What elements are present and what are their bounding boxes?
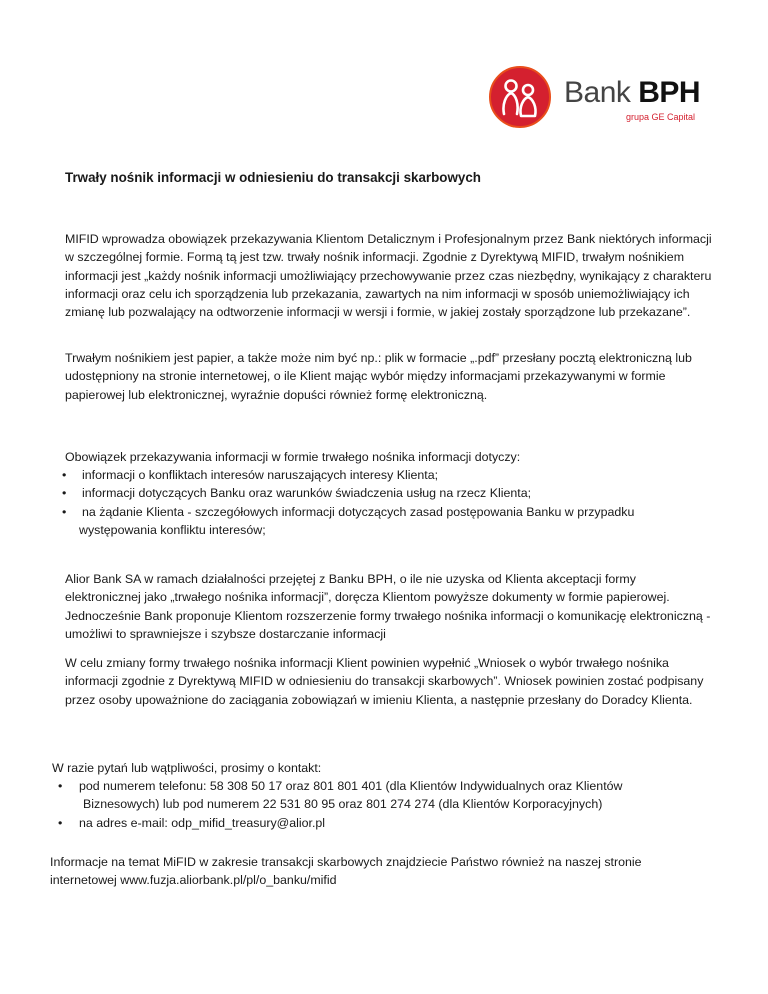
list-item-continuation (55, 521, 735, 539)
list-item (55, 466, 735, 484)
list-item (55, 503, 735, 521)
list-item (55, 484, 735, 502)
bullet-icon: • (62, 468, 67, 482)
paragraph-contact-intro: W razie pytań lub wątpliwości, prosimy o kontakt: (52, 761, 322, 775)
list-item-text: informacji dotyczących Banku oraz warunków świadczenia usług na rzecz Klienta; (82, 486, 532, 501)
document-title: Trwały nośnik informacji w odniesieniu do transakcji skarbowych (65, 170, 481, 185)
bullet-icon: • (58, 779, 63, 793)
list-item-continuation (52, 795, 742, 813)
bank-bph-logo-icon (486, 62, 562, 132)
list-item (52, 814, 742, 832)
list-item-text: Biznesowych) lub pod numerem 22 531 80 95 oraz 801 274 274 (dla Klientów Korporacyjnych) (83, 797, 603, 812)
contact-list (52, 777, 742, 832)
bullet-icon: • (58, 815, 63, 830)
list-item-text: występowania konfliktu interesów; (79, 522, 266, 537)
email-address-text: na adres e-mail: odp_mifid_treasury@alior.pl (79, 815, 326, 830)
logo-wordmark (564, 76, 700, 110)
bullet-icon: • (62, 486, 67, 501)
logo-tagline: grupa GE Capital (626, 112, 696, 122)
list-item (52, 777, 742, 795)
bank-bph-logo (486, 62, 716, 132)
paragraph-obligations-intro: Obowiązek przekazywania informacji w formie trwałego nośnika informacji dotyczy: (65, 450, 521, 464)
logo-name-light: Bank (564, 76, 631, 109)
paragraph-change-form: W celu zmiany formy trwałego nośnika informacji Klient powinien wypełnić „Wniosek o wybór trwałego nośnika informacji zgodnie z Dyrektywą MIFID w odniesieniu do transakcji skarbowych”. Wniosek powinien zostać podpisany przez osoby upoważnione do zaciągania zobowiązań w imieniu Klienta, a następnie przesłany do Doradcy Klienta. (65, 656, 704, 707)
paragraph-mifid-intro: MIFID wprowadza obowiązek przekazywania Klientom Detalicznym i Profesjonalnym przez Bank niektórych informacji w szczególnej formie. Formą tą jest tzw. trwały nośnik informacji. Zgodnie z Dyrektywą MIFID, trwałym nośnikiem informacji jest „każdy nośnik informacji umożliwiający przechowywanie przez czas niezbędny, wynikający z charakteru informacji oraz celu ich sporządzenia lub przekazania, zawartych na nim informacji w sposób uniemożliwiający ich zmianę lub pozwalający na odtworzenie informacji w wersji i formie, w jakiej zostały sporządzone lub przekazane”. (65, 232, 712, 320)
list-item-text: na żądanie Klienta - szczegółowych informacji dotyczących zasad postępowania Banku w przypadku (82, 504, 635, 519)
bullet-icon: • (62, 504, 67, 519)
paragraph-durable-medium: Trwałym nośnikiem jest papier, a także może nim być np.: plik w formacie „.pdf” przesłany pocztą elektroniczną lub udostępniony na stronie internetowej, o ile Klient mając wybór między informacjami przekazywanymi w formie papierowej lub elektronicznej, wyraźnie dopuści również formę elektroniczną. (65, 351, 692, 402)
list-item-text: pod numerem telefonu: 58 308 50 17 oraz 801 801 401 (dla Klientów Indywidualnych oraz Klientów (79, 779, 623, 793)
logo-name-bold: BPH (638, 76, 701, 109)
obligations-list (55, 466, 735, 539)
list-item-text: informacji o konfliktach interesów naruszających interesy Klienta; (82, 468, 439, 482)
paragraph-alior-bank: Alior Bank SA w ramach działalności przejętej z Banku BPH, o ile nie uzyska od Klienta akceptacji formy elektronicznej jako „trwałego nośnika informacji”, doręcza Klientom powyższe dokumenty w formie papierowej. Jednocześnie Bank proponuje Klientom rozszerzenie formy trwałego nośnika informacji o komunikację elektroniczną - umożliwi to sprawniejsze i szybsze dostarczanie informacji (65, 572, 711, 641)
paragraph-website-info: Informacje na temat MiFID w zakresie transakcji skarbowych znajdziecie Państwo również na naszej stronie internetowej www.fuzja.aliorbank.pl/pl/o_banku/mifid (50, 855, 642, 888)
